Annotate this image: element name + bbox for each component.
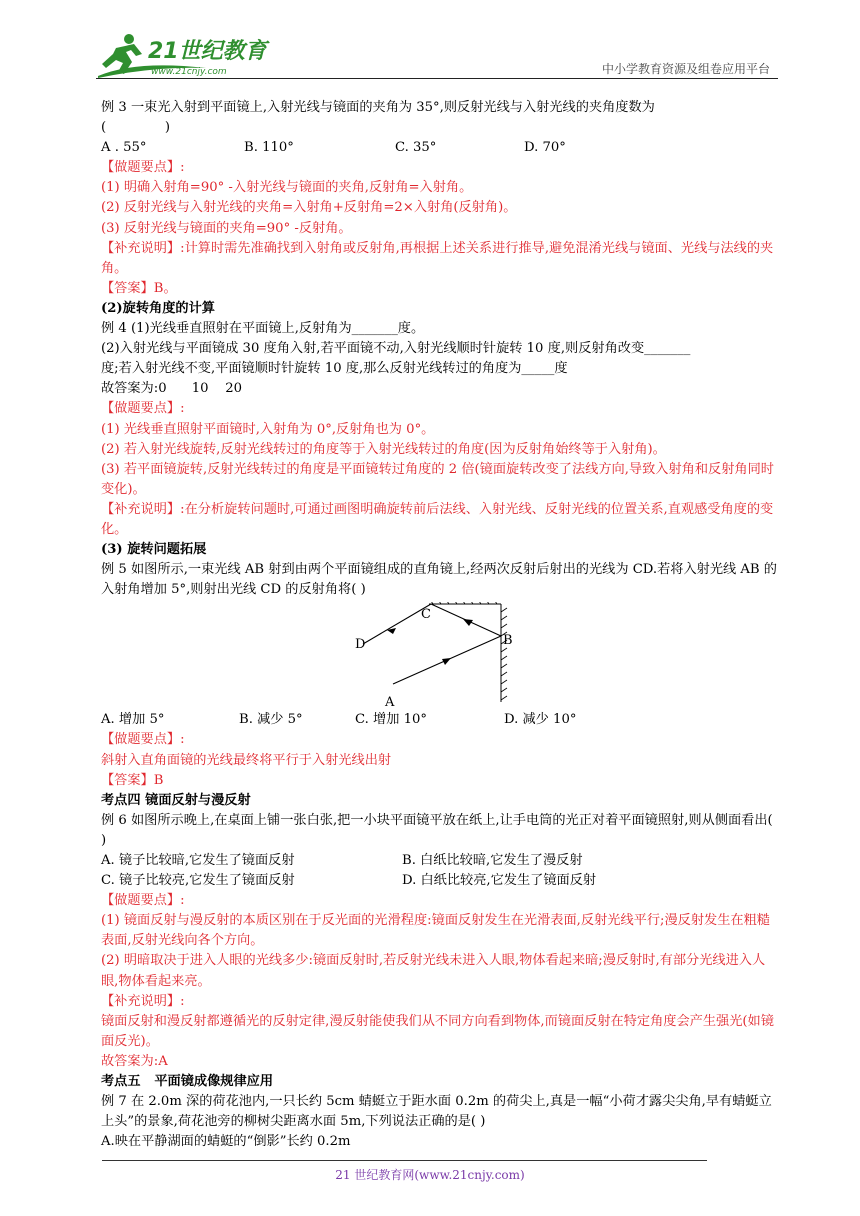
section-5-title: 考点五 平面镜成像规律应用 [101,1074,274,1090]
q4-line-1: 例 4 (1)光线垂直照射在平面镜上,反射角为_______度。 [101,321,425,337]
platform-name: 中小学教育资源及组卷应用平台 [601,62,770,76]
q4-key-point: (1) 光线垂直照射平面镜时,入射角为 0°,反射角也为 0°。 [101,421,435,437]
q5-option-c: C. 增加 10° [355,712,427,728]
q3-note-text: 计算时需先准确找到入射角或反射角,再根据上述关系进行推导,避免混淆光线与镜面、光线与法线的夹角。 [101,240,774,276]
q6-option-b: B. 白纸比较暗,它发生了漫反射 [402,853,583,868]
q5-option-a: A. 增加 5° [101,712,165,728]
q5-answer: 【答案】B [101,772,164,788]
q3-options [101,138,781,158]
q3-key-point: (2) 反射光线与入射光线的夹角=入射角+反射角=2×入射角(反射角)。 [101,200,517,216]
q3-key-point: (1) 明确入射角=90° -入射光线与镜面的夹角,反射角=入射角。 [101,180,473,196]
q6-key-title: 【做题要点】: [101,893,185,909]
footer-divider [102,1160,707,1161]
q6-key-point: (1) 镜面反射与漫反射的本质区别在于反光面的光滑程度:镜面反射发生在光滑表面,反射光线平行;漫反射发生在粗糙表面,反射光线向各个方向。 [101,913,770,949]
q3-option-d: D. 70° [524,140,566,156]
q6-option-a: A. 镜子比较暗,它发生了镜面反射 [101,853,295,868]
q6-answer: 故答案为:A [101,1053,168,1069]
q6-options-row-1 [101,851,781,871]
q6-key-point: (2) 明暗取决于进入人眼的光线多少:镜面反射时,若反射光线未进入人眼,物体看起来暗;漫反射时,有部分光线进入人眼,物体看起来亮。 [101,953,766,989]
q4-answer: 故答案为:0 10 20 [101,381,243,397]
q6-stem: 例 6 如图所示晚上,在桌面上铺一张白张,把一小块平面镜平放在纸上,让手电筒的光正对着平面镜照射,则从侧面看出( ) [101,812,773,848]
q5-key-title: 【做题要点】: [101,732,185,748]
fig-label-a: A [385,695,395,709]
document-body [101,98,781,1152]
q3-key-title: 【做题要点】: [101,160,185,176]
q4-key-title: 【做题要点】: [101,401,185,417]
q3-answer: 【答案】B。 [101,280,177,296]
q4-line-3: 度;若入射光线不变,平面镜顺时针旋转 10 度,那么反射光线转过的角度为_____度 [101,361,568,377]
logo-text: 21世纪教育 [148,39,267,64]
q3-paren: ( ) [101,120,170,136]
q4-key-point: (3) 若平面镜旋转,反射光线转过的角度是平面镜转过角度的 2 倍(镜面旋转改变了法线方向,导致入射角和反射角同时变化)。 [101,461,774,497]
q4-note [101,500,781,540]
fig-label-c: C [421,607,431,623]
page-header [96,30,778,80]
logo-url: www.21cnjy.com [151,67,227,77]
section-4-title: 考点四 镜面反射与漫反射 [101,792,251,808]
q3-option-a: A . 55° [101,140,147,156]
q5-options [101,710,781,730]
q5-option-d: D. 减少 10° [504,712,577,728]
q5-key-text: 斜射入直角面镜的光线最终将平行于入射光线出射 [101,752,392,768]
q6-options-row-2 [101,871,781,891]
site-logo [96,30,296,80]
section-2-title: (2)旋转角度的计算 [101,300,215,316]
q3-stem: 例 3 一束光入射到平面镜上,入射光线与镜面的夹角为 35°,则反射光线与入射光线的夹角度数为 [101,100,655,115]
q6-note-text: 镜面反射和漫反射都遵循光的反射定律,漫反射能使我们从不同方向看到物体,而镜面反射在特定角度会产生强光(如镜面反光)。 [101,1013,774,1049]
q3-option-b: B. 110° [244,140,294,156]
q4-line-2: (2)入射光线与平面镜成 30 度角入射,若平面镜不动,入射光线顺时针旋转 10 度,则反射角改变_______ [101,341,691,357]
q6-option-c: C. 镜子比较亮,它发生了镜面反射 [101,873,295,889]
q3-note [101,239,781,279]
q4-key-point: (2) 若入射光线旋转,反射光线转过的角度等于入射光线转过的角度(因为反射角始终等于入射角)。 [101,441,666,457]
q5-stem: 例 5 如图所示,一束光线 AB 射到由两个平面镜组成的直角镜上,经两次反射后射出的光线为 CD.若将入射光线 AB 的入射角增加 5°,则射出光线 CD 的反射角将( ) [101,562,777,598]
q3-key-point: (3) 反射光线与镜面的夹角=90° -反射角。 [101,220,352,236]
header-divider [96,78,778,79]
q4-note-text: 在分析旋转问题时,可通过画图明确旋转前后法线、入射光线、反射光线的位置关系,直观感受角度的变化。 [101,501,774,537]
footer-text: 21 世纪教育网(www.21cnjy.com) [335,1168,525,1182]
fig-label-d: D [355,637,366,653]
right-angle-mirror-diagram [351,602,531,708]
q5-figure [101,600,781,710]
q6-note-title: 【补充说明】: [101,993,185,1009]
section-3-title: (3) 旋转问题拓展 [101,542,207,558]
fig-label-b: B [503,633,513,649]
q3-note-title: 【补充说明】: [101,240,185,256]
q7-option-a: A.映在平静湖面的蜻蜓的“倒影”长约 0.2m [101,1134,351,1150]
q5-option-b: B. 减少 5° [239,712,303,728]
q6-option-d: D. 白纸比较亮,它发生了镜面反射 [402,873,597,889]
q4-note-title: 【补充说明】: [101,501,185,517]
q7-stem: 例 7 在 2.0m 深的荷花池内,一只长约 5cm 蜻蜓立于距水面 0.2m 的荷尖上,真是一幅“小荷才露尖尖角,早有蜻蜓立上头”的景象,荷花池旁的柳树尖距离水面 5m,下列说法正确的是( ) [101,1094,772,1130]
q3-option-c: C. 35° [395,140,437,156]
